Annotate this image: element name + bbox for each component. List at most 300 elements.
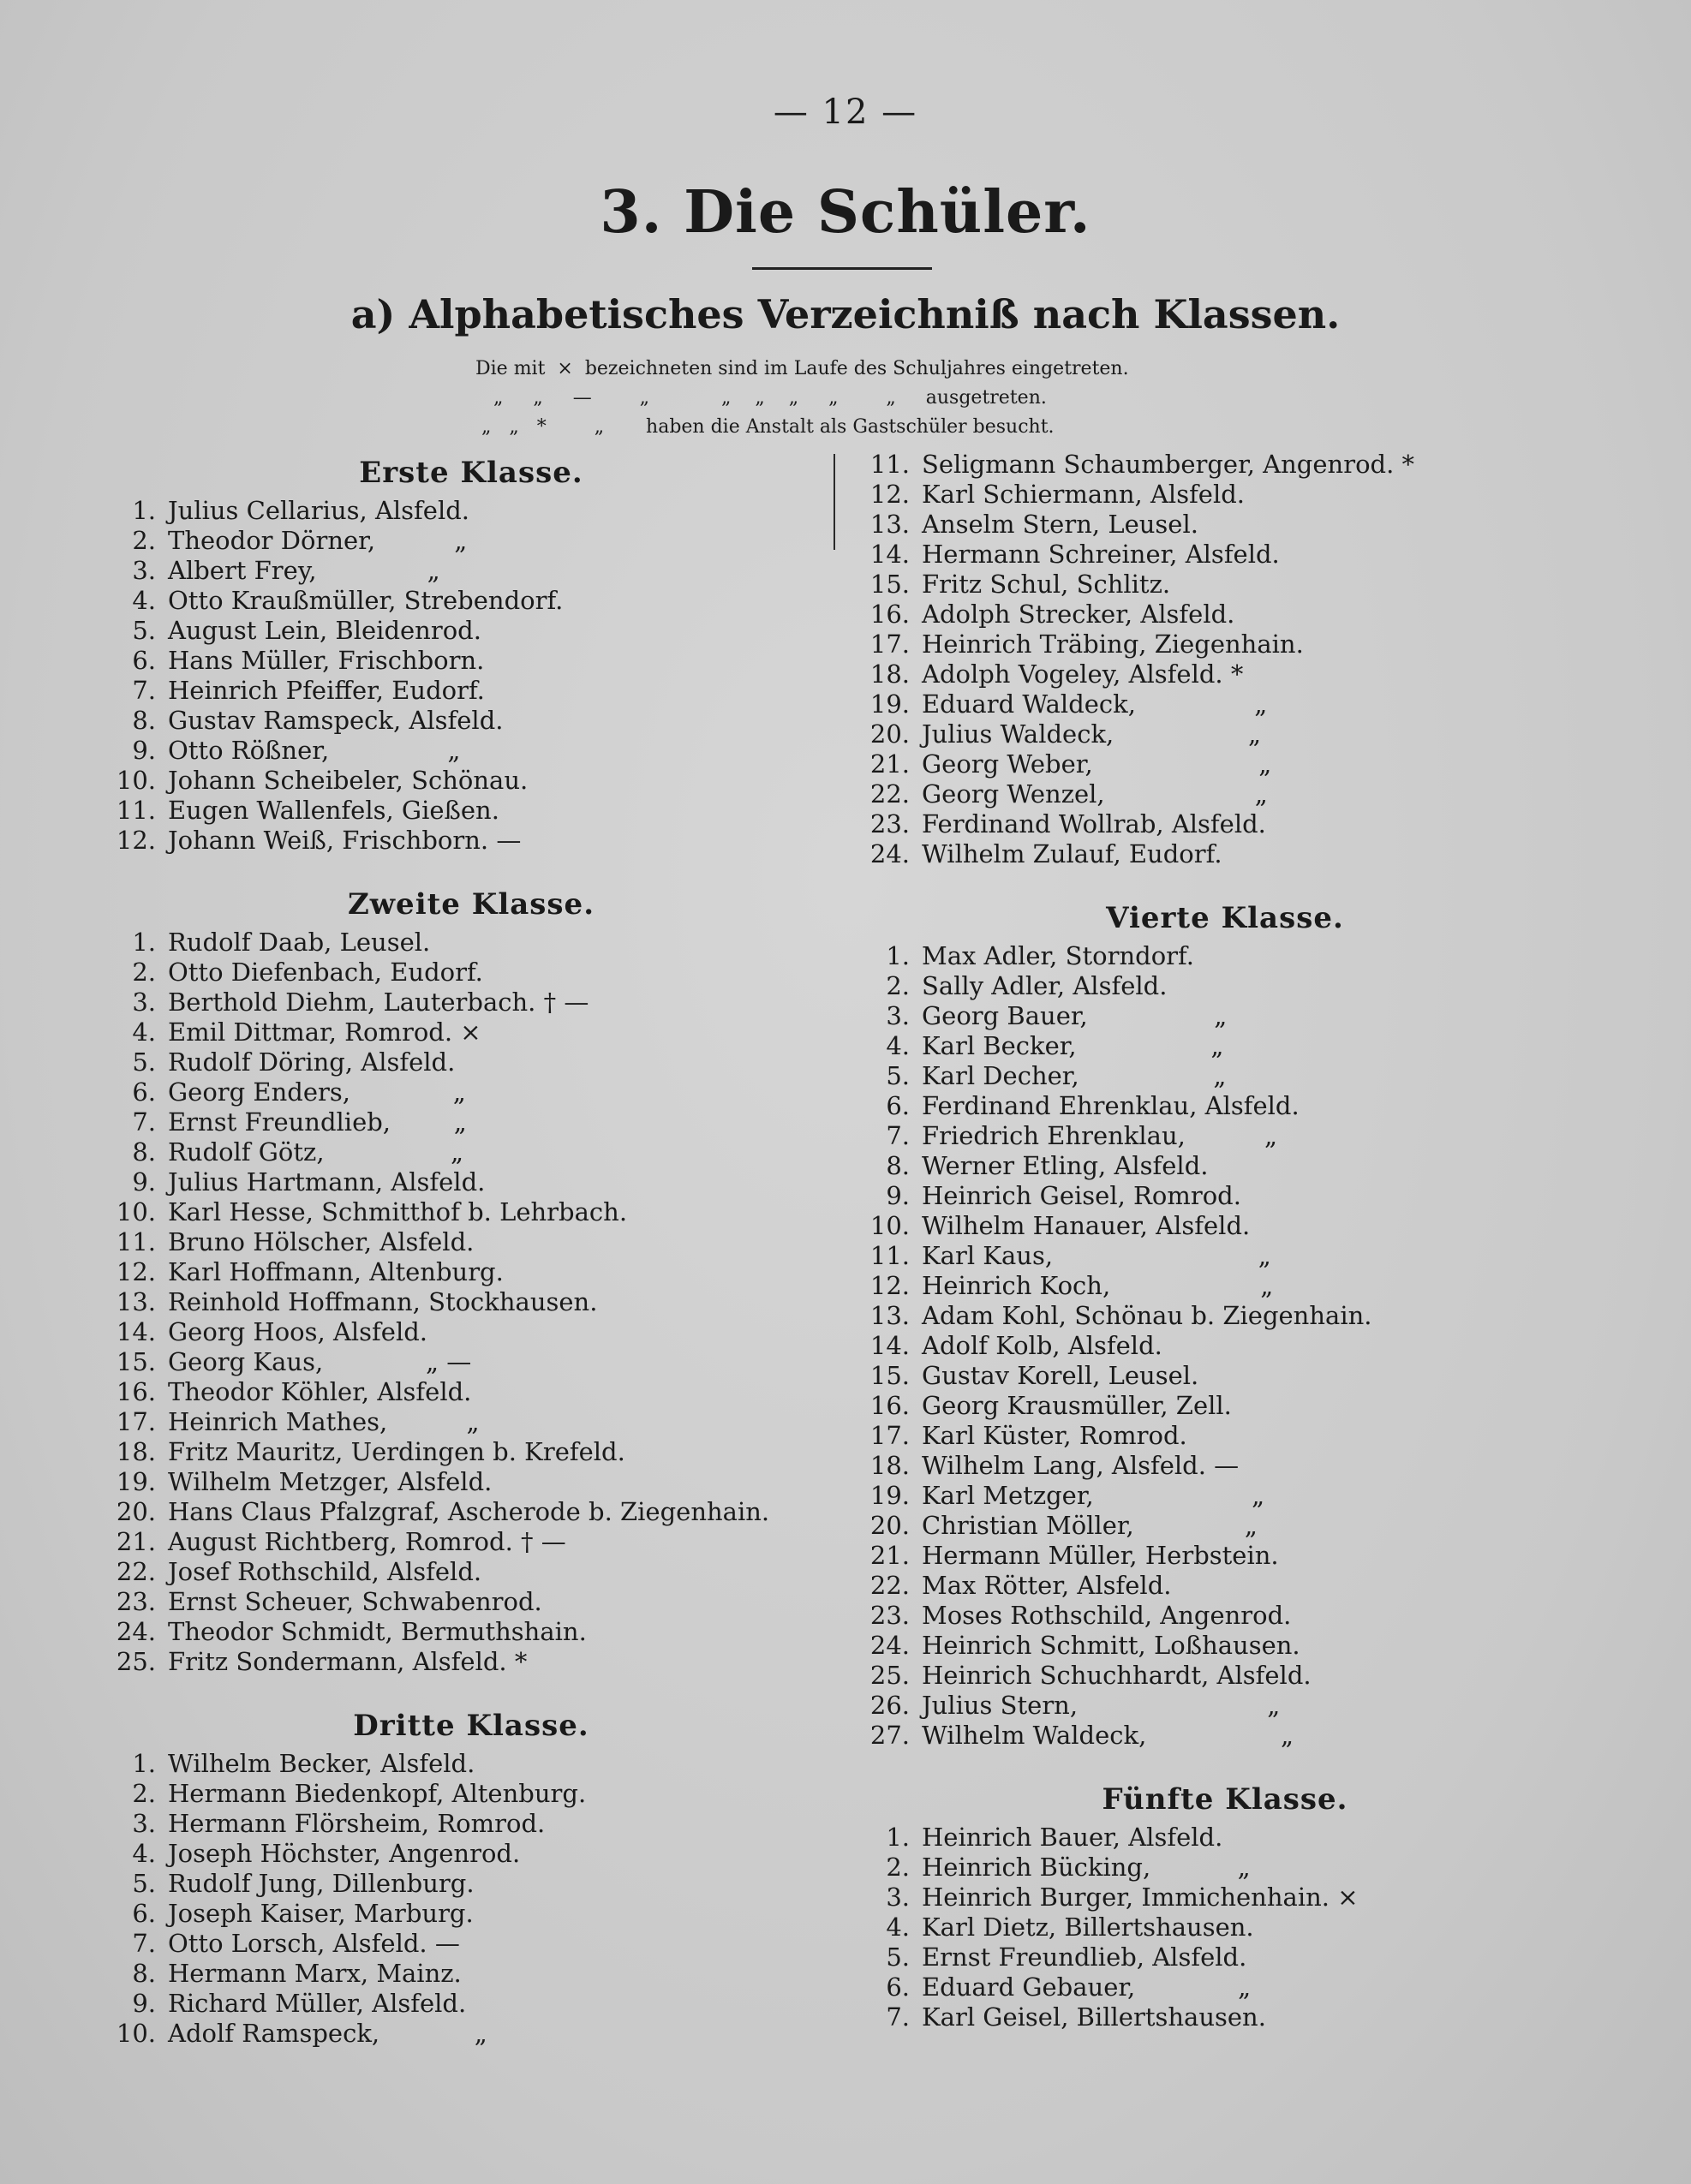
- list-item: [857, 1211, 1593, 1241]
- list-item: [103, 1317, 840, 1347]
- entry-text: Ernst Scheuer, Schwabenrod.: [168, 1587, 542, 1616]
- entry-number: 4.: [132, 586, 156, 615]
- entry-text: Fritz Schul, Schlitz.: [922, 570, 1171, 599]
- entry-number: 6.: [132, 1077, 156, 1107]
- entry-number: 7.: [886, 1121, 910, 1150]
- entry-number: 26.: [869, 1691, 910, 1720]
- list-item: [857, 1061, 1593, 1091]
- list-item: [857, 1031, 1593, 1061]
- entry-number: 24.: [869, 839, 910, 868]
- entry-number: 13.: [869, 510, 910, 539]
- entry-text: Karl Hoffmann, Altenburg.: [168, 1257, 504, 1286]
- entry-number: 23.: [116, 1587, 156, 1616]
- entry-number: 4.: [886, 1912, 910, 1942]
- entry-number: 14.: [869, 1331, 910, 1360]
- class-section: [857, 869, 1593, 1751]
- entry-number: 9.: [132, 1989, 156, 2018]
- entry-text: Adolph Vogeley, Alsfeld. *: [922, 659, 1244, 689]
- list-item: [857, 1721, 1593, 1751]
- entry-number: 10.: [869, 1211, 910, 1240]
- list-item: [103, 1407, 840, 1437]
- entry-text: Theodor Schmidt, Bermuthshain.: [168, 1617, 587, 1646]
- entry-number: 6.: [886, 1091, 910, 1120]
- entry-number: 15.: [869, 570, 910, 599]
- list-item: [103, 1017, 840, 1047]
- class-section: [857, 450, 1593, 869]
- list-item: [103, 826, 840, 856]
- entry-number: 5.: [886, 1942, 910, 1972]
- list-item: [857, 1691, 1593, 1721]
- entry-number: 4.: [132, 1017, 156, 1047]
- list-item: [103, 616, 840, 646]
- entry-text: Georg Kaus, „ —: [168, 1347, 472, 1376]
- list-item: [103, 1617, 840, 1647]
- entry-text: Heinrich Bauer, Alsfeld.: [922, 1823, 1223, 1852]
- entry-text: Wilhelm Waldeck, „: [922, 1721, 1294, 1750]
- list-item: [857, 659, 1593, 689]
- entry-number: 17.: [869, 630, 910, 659]
- entry-number: 23.: [869, 809, 910, 838]
- list-item: [103, 1557, 840, 1587]
- entry-number: 10.: [116, 1197, 156, 1226]
- entry-number: 8.: [886, 1151, 910, 1180]
- list-item: [857, 749, 1593, 779]
- entry-number: 14.: [869, 540, 910, 569]
- entry-number: 7.: [886, 2002, 910, 2032]
- entry-text: Julius Cellarius, Alsfeld.: [168, 496, 470, 525]
- entry-number: 7.: [132, 1107, 156, 1137]
- entry-text: Karl Becker, „: [922, 1031, 1224, 1060]
- entry-number: 9.: [132, 1167, 156, 1196]
- list-item: [857, 1361, 1593, 1391]
- entry-text: August Richtberg, Romrod. † —: [168, 1527, 566, 1556]
- entry-number: 16.: [869, 1391, 910, 1420]
- entry-number: 13.: [116, 1287, 156, 1316]
- entry-number: 3.: [132, 1809, 156, 1838]
- entry-text: Otto Lorsch, Alsfeld. —: [168, 1929, 460, 1958]
- legend-line-1: Die mit × bezeichneten sind im Laufe des Schuljahres eingetreten.: [475, 358, 1129, 379]
- list-item: [857, 809, 1593, 839]
- list-item: [103, 1839, 840, 1869]
- entry-number: 18.: [869, 1451, 910, 1480]
- entry-text: Hans Müller, Frischborn.: [168, 646, 485, 675]
- list-item: [857, 1631, 1593, 1661]
- list-item: [857, 1391, 1593, 1421]
- list-item: [103, 1959, 840, 1989]
- list-item: [103, 1779, 840, 1809]
- entry-text: Julius Waldeck, „: [922, 719, 1261, 749]
- entry-number: 15.: [116, 1347, 156, 1376]
- section-gap: [857, 869, 1593, 895]
- list-item: [103, 1077, 840, 1107]
- list-item: [857, 450, 1593, 480]
- list-item: [857, 1451, 1593, 1481]
- entry-text: Otto Diefenbach, Eudorf.: [168, 958, 483, 987]
- entry-number: 1.: [886, 941, 910, 970]
- entry-number: 5.: [886, 1061, 910, 1090]
- entry-text: Otto Rößner, „: [168, 736, 461, 765]
- entry-text: Heinrich Bücking, „: [922, 1853, 1251, 1882]
- entry-text: Fritz Sondermann, Alsfeld. *: [168, 1647, 528, 1676]
- entry-number: 2.: [886, 1853, 910, 1882]
- section-heading: Zweite Klasse.: [347, 887, 595, 922]
- entry-text: Max Adler, Storndorf.: [922, 941, 1194, 970]
- entry-text: Wilhelm Becker, Alsfeld.: [168, 1749, 475, 1778]
- entry-text: Rudolf Daab, Leusel.: [168, 928, 431, 957]
- entry-text: Berthold Diehm, Lauterbach. † —: [168, 988, 589, 1017]
- list-item: [103, 1287, 840, 1317]
- entry-number: 21.: [869, 1541, 910, 1570]
- section-gap: [857, 1751, 1593, 1776]
- entry-text: Josef Rothschild, Alsfeld.: [168, 1557, 482, 1586]
- page-number: — 12 —: [773, 92, 918, 132]
- entry-number: 22.: [869, 779, 910, 809]
- entry-number: 11.: [116, 796, 156, 825]
- list-item: [103, 1497, 840, 1527]
- entry-text: Bruno Hölscher, Alsfeld.: [168, 1227, 475, 1256]
- entry-text: Wilhelm Zulauf, Eudorf.: [922, 839, 1222, 868]
- list-item: [103, 736, 840, 766]
- entry-number: 12.: [116, 826, 156, 855]
- entry-number: 13.: [869, 1301, 910, 1330]
- legend-line-2: „ „ — „ „ „ „ „ „ ausgetreten.: [475, 387, 1047, 409]
- entry-number: 18.: [869, 659, 910, 689]
- entry-number: 19.: [869, 1481, 910, 1510]
- entry-text: Max Rötter, Alsfeld.: [922, 1571, 1172, 1600]
- entry-number: 27.: [869, 1721, 910, 1750]
- list-item: [103, 1167, 840, 1197]
- list-item: [103, 1809, 840, 1839]
- list-item: [857, 1421, 1593, 1451]
- list-item: [857, 1181, 1593, 1211]
- entry-number: 19.: [116, 1467, 156, 1496]
- list-item: [103, 1137, 840, 1167]
- entry-number: 10.: [116, 766, 156, 795]
- entry-number: 2.: [132, 958, 156, 987]
- list-item: [103, 988, 840, 1017]
- list-item: [857, 600, 1593, 630]
- entry-text: Friedrich Ehrenklau, „: [922, 1121, 1278, 1150]
- entry-number: 24.: [869, 1631, 910, 1660]
- entry-text: Adolf Kolb, Alsfeld.: [922, 1331, 1162, 1360]
- entry-text: Ferdinand Ehrenklau, Alsfeld.: [922, 1091, 1300, 1120]
- list-item: [857, 1661, 1593, 1691]
- list-item: [857, 1511, 1593, 1541]
- entry-text: Georg Bauer, „: [922, 1001, 1228, 1030]
- list-item: [103, 1929, 840, 1959]
- list-item: [857, 630, 1593, 659]
- entry-text: Richard Müller, Alsfeld.: [168, 1989, 467, 2018]
- list-item: [103, 928, 840, 958]
- entry-text: Sally Adler, Alsfeld.: [922, 971, 1168, 1000]
- list-item: [103, 1107, 840, 1137]
- entry-text: Heinrich Träbing, Ziegenhain.: [922, 630, 1304, 659]
- list-item: [103, 1587, 840, 1617]
- entry-number: 10.: [116, 2019, 156, 2048]
- entry-text: Moses Rothschild, Angenrod.: [922, 1601, 1292, 1630]
- entry-number: 2.: [132, 1779, 156, 1808]
- page-subtitle: a) Alphabetisches Verzeichniß nach Klassen.: [350, 291, 1341, 337]
- entry-number: 9.: [132, 736, 156, 765]
- entry-number: 6.: [132, 646, 156, 675]
- section-heading: Vierte Klasse.: [1106, 901, 1344, 935]
- list-item: [103, 1257, 840, 1287]
- list-item: [857, 1151, 1593, 1181]
- entry-text: Georg Wenzel, „: [922, 779, 1268, 809]
- list-item: [103, 1377, 840, 1407]
- class-section: [103, 1677, 840, 2049]
- entry-number: 6.: [886, 1972, 910, 2002]
- entry-number: 1.: [132, 1749, 156, 1778]
- entry-text: Hermann Müller, Herbstein.: [922, 1541, 1279, 1570]
- list-item: [857, 1972, 1593, 2002]
- list-item: [857, 1883, 1593, 1912]
- entry-text: Joseph Höchster, Angenrod.: [168, 1839, 521, 1868]
- list-item: [857, 779, 1593, 809]
- list-item: [857, 480, 1593, 510]
- entry-number: 1.: [132, 928, 156, 957]
- entry-text: Adolph Strecker, Alsfeld.: [922, 600, 1235, 629]
- list-item: [857, 689, 1593, 719]
- entry-number: 3.: [132, 988, 156, 1017]
- list-item: [103, 496, 840, 526]
- list-item: [103, 676, 840, 706]
- entry-text: Emil Dittmar, Romrod. ×: [168, 1017, 481, 1047]
- list-item: [103, 958, 840, 988]
- list-item: [857, 1331, 1593, 1361]
- list-item: [857, 1301, 1593, 1331]
- entry-text: Heinrich Geisel, Romrod.: [922, 1181, 1241, 1210]
- entry-text: Seligmann Schaumberger, Angenrod. *: [922, 450, 1415, 479]
- entry-number: 11.: [116, 1227, 156, 1256]
- section-gap: [103, 1677, 840, 1703]
- entry-text: Johann Scheibeler, Schönau.: [168, 766, 529, 795]
- list-item: [103, 1047, 840, 1077]
- entry-number: 21.: [869, 749, 910, 779]
- section-heading: Fünfte Klasse.: [1102, 1782, 1348, 1817]
- entry-number: 7.: [132, 676, 156, 705]
- list-item: [103, 706, 840, 736]
- entry-number: 16.: [869, 600, 910, 629]
- entry-number: 25.: [869, 1661, 910, 1690]
- list-item: [103, 526, 840, 556]
- entry-text: Heinrich Schmitt, Loßhausen.: [922, 1631, 1300, 1660]
- entry-text: Karl Decher, „: [922, 1061, 1227, 1090]
- list-item: [103, 1197, 840, 1227]
- entry-number: 12.: [869, 480, 910, 509]
- entry-text: Anselm Stern, Leusel.: [922, 510, 1198, 539]
- list-item: [857, 1121, 1593, 1151]
- entry-number: 22.: [869, 1571, 910, 1600]
- entry-text: Hermann Schreiner, Alsfeld.: [922, 540, 1280, 569]
- entry-text: Johann Weiß, Frischborn. —: [168, 826, 522, 855]
- entry-text: Georg Krausmüller, Zell.: [922, 1391, 1232, 1420]
- entry-text: Rudolf Götz, „: [168, 1137, 464, 1167]
- entry-number: 18.: [116, 1437, 156, 1466]
- class-section: [103, 450, 840, 856]
- list-item: [857, 971, 1593, 1001]
- entry-text: Adolf Ramspeck, „: [168, 2019, 487, 2048]
- entry-number: 1.: [132, 496, 156, 525]
- entry-text: Heinrich Schuchhardt, Alsfeld.: [922, 1661, 1312, 1690]
- section-heading: Dritte Klasse.: [353, 1709, 589, 1743]
- list-item: [857, 570, 1593, 600]
- entry-number: 21.: [116, 1527, 156, 1556]
- entry-text: Georg Hoos, Alsfeld.: [168, 1317, 428, 1346]
- entry-number: 12.: [116, 1257, 156, 1286]
- entry-number: 17.: [869, 1421, 910, 1450]
- entry-number: 4.: [132, 1839, 156, 1868]
- entry-number: 9.: [886, 1181, 910, 1210]
- entry-text: Gustav Korell, Leusel.: [922, 1361, 1199, 1390]
- entry-text: Theodor Köhler, Alsfeld.: [168, 1377, 472, 1406]
- entry-number: 3.: [886, 1001, 910, 1030]
- entry-text: August Lein, Bleidenrod.: [168, 616, 481, 645]
- entry-number: 3.: [132, 556, 156, 585]
- list-item: [857, 1942, 1593, 1972]
- list-item: [857, 1912, 1593, 1942]
- entry-text: Heinrich Pfeiffer, Eudorf.: [168, 676, 485, 705]
- section-heading: Erste Klasse.: [359, 456, 583, 490]
- entry-text: Karl Küster, Romrod.: [922, 1421, 1187, 1450]
- entry-text: Eugen Wallenfels, Gießen.: [168, 796, 499, 825]
- entry-number: 8.: [132, 706, 156, 735]
- entry-text: Karl Kaus, „: [922, 1241, 1271, 1270]
- entry-text: Otto Kraußmüller, Strebendorf.: [168, 586, 564, 615]
- entry-text: Ernst Freundlieb, Alsfeld.: [922, 1942, 1247, 1972]
- list-item: [103, 766, 840, 796]
- entry-text: Hermann Flörsheim, Romrod.: [168, 1809, 546, 1838]
- entry-number: 16.: [116, 1377, 156, 1406]
- entry-number: 6.: [132, 1899, 156, 1928]
- list-item: [103, 2019, 840, 2049]
- list-item: [103, 1989, 840, 2019]
- entry-text: Heinrich Burger, Immichenhain. ×: [922, 1883, 1359, 1912]
- left-column: [103, 450, 840, 2049]
- list-item: [857, 2002, 1593, 2032]
- entry-number: 5.: [132, 616, 156, 645]
- entry-text: Karl Hesse, Schmitthof b. Lehrbach.: [168, 1197, 628, 1226]
- entry-number: 8.: [132, 1959, 156, 1988]
- list-item: [103, 796, 840, 826]
- list-item: [857, 941, 1593, 971]
- list-item: [857, 1601, 1593, 1631]
- entry-text: Georg Weber, „: [922, 749, 1272, 779]
- entry-number: 3.: [886, 1883, 910, 1912]
- entry-text: Heinrich Mathes, „: [168, 1407, 480, 1436]
- entry-number: 20.: [116, 1497, 156, 1526]
- list-item: [103, 1227, 840, 1257]
- entry-number: 11.: [869, 450, 910, 479]
- entry-text: Julius Stern, „: [922, 1691, 1281, 1720]
- entry-number: 14.: [116, 1317, 156, 1346]
- entry-number: 20.: [869, 719, 910, 749]
- entry-text: Ernst Freundlieb, „: [168, 1107, 467, 1137]
- list-item: [857, 1271, 1593, 1301]
- entry-number: 1.: [886, 1823, 910, 1852]
- list-item: [857, 1823, 1593, 1853]
- list-item: [103, 646, 840, 676]
- list-item: [103, 1647, 840, 1677]
- list-item: [857, 540, 1593, 570]
- entry-number: 8.: [132, 1137, 156, 1167]
- entry-text: Rudolf Döring, Alsfeld.: [168, 1047, 456, 1077]
- list-item: [857, 510, 1593, 540]
- entry-text: Wilhelm Metzger, Alsfeld.: [168, 1467, 493, 1496]
- entry-number: 24.: [116, 1617, 156, 1646]
- list-item: [103, 1749, 840, 1779]
- list-item: [103, 1467, 840, 1497]
- entry-text: Albert Frey, „: [168, 556, 440, 585]
- page-title: 3. Die Schüler.: [600, 178, 1091, 247]
- entry-text: Karl Dietz, Billertshausen.: [922, 1912, 1254, 1942]
- class-section: [857, 1751, 1593, 2032]
- entry-number: 5.: [132, 1047, 156, 1077]
- list-item: [857, 1481, 1593, 1511]
- entry-text: Gustav Ramspeck, Alsfeld.: [168, 706, 504, 735]
- list-item: [857, 719, 1593, 749]
- class-section: [103, 856, 840, 1677]
- entry-text: Adam Kohl, Schönau b. Ziegenhain.: [922, 1301, 1372, 1330]
- list-item: [857, 839, 1593, 869]
- list-item: [103, 1527, 840, 1557]
- list-item: [857, 1571, 1593, 1601]
- entry-text: Theodor Dörner, „: [168, 526, 468, 555]
- entry-number: 12.: [869, 1271, 910, 1300]
- entry-text: Ferdinand Wollrab, Alsfeld.: [922, 809, 1266, 838]
- list-item: [103, 1899, 840, 1929]
- entry-number: 25.: [116, 1647, 156, 1676]
- entry-text: Julius Hartmann, Alsfeld.: [168, 1167, 486, 1196]
- entry-text: Werner Etling, Alsfeld.: [922, 1151, 1209, 1180]
- entry-text: Joseph Kaiser, Marburg.: [168, 1899, 474, 1928]
- entry-text: Hermann Biedenkopf, Altenburg.: [168, 1779, 587, 1808]
- entry-text: Karl Metzger, „: [922, 1481, 1265, 1510]
- entry-text: Wilhelm Lang, Alsfeld. —: [922, 1451, 1240, 1480]
- legend-line-3: „ „ * „ haben die Anstalt als Gastschüler besucht.: [475, 416, 1055, 438]
- right-column: [857, 450, 1593, 2032]
- entry-text: Karl Geisel, Billertshausen.: [922, 2002, 1266, 2032]
- entry-number: 5.: [132, 1869, 156, 1898]
- entry-text: Fritz Mauritz, Uerdingen b. Krefeld.: [168, 1437, 625, 1466]
- entry-text: Eduard Gebauer, „: [922, 1972, 1252, 2002]
- entry-number: 4.: [886, 1031, 910, 1060]
- title-rule: [752, 267, 932, 270]
- entry-text: Wilhelm Hanauer, Alsfeld.: [922, 1211, 1251, 1240]
- list-item: [857, 1241, 1593, 1271]
- list-item: [103, 1347, 840, 1377]
- entry-text: Karl Schiermann, Alsfeld.: [922, 480, 1246, 509]
- entry-number: 7.: [132, 1929, 156, 1958]
- list-item: [103, 1869, 840, 1899]
- list-item: [857, 1853, 1593, 1883]
- entry-text: Reinhold Hoffmann, Stockhausen.: [168, 1287, 598, 1316]
- entry-number: 22.: [116, 1557, 156, 1586]
- entry-text: Georg Enders, „: [168, 1077, 466, 1107]
- list-item: [857, 1541, 1593, 1571]
- entry-text: Christian Möller, „: [922, 1511, 1258, 1540]
- entry-number: 19.: [869, 689, 910, 719]
- entry-number: 11.: [869, 1241, 910, 1270]
- entry-text: Heinrich Koch, „: [922, 1271, 1274, 1300]
- entry-number: 20.: [869, 1511, 910, 1540]
- entry-text: Hermann Marx, Mainz.: [168, 1959, 462, 1988]
- entry-number: 15.: [869, 1361, 910, 1390]
- list-item: [857, 1091, 1593, 1121]
- list-item: [857, 1001, 1593, 1031]
- entry-text: Hans Claus Pfalzgraf, Ascherode b. Ziegenhain.: [168, 1497, 770, 1526]
- section-gap: [103, 856, 840, 881]
